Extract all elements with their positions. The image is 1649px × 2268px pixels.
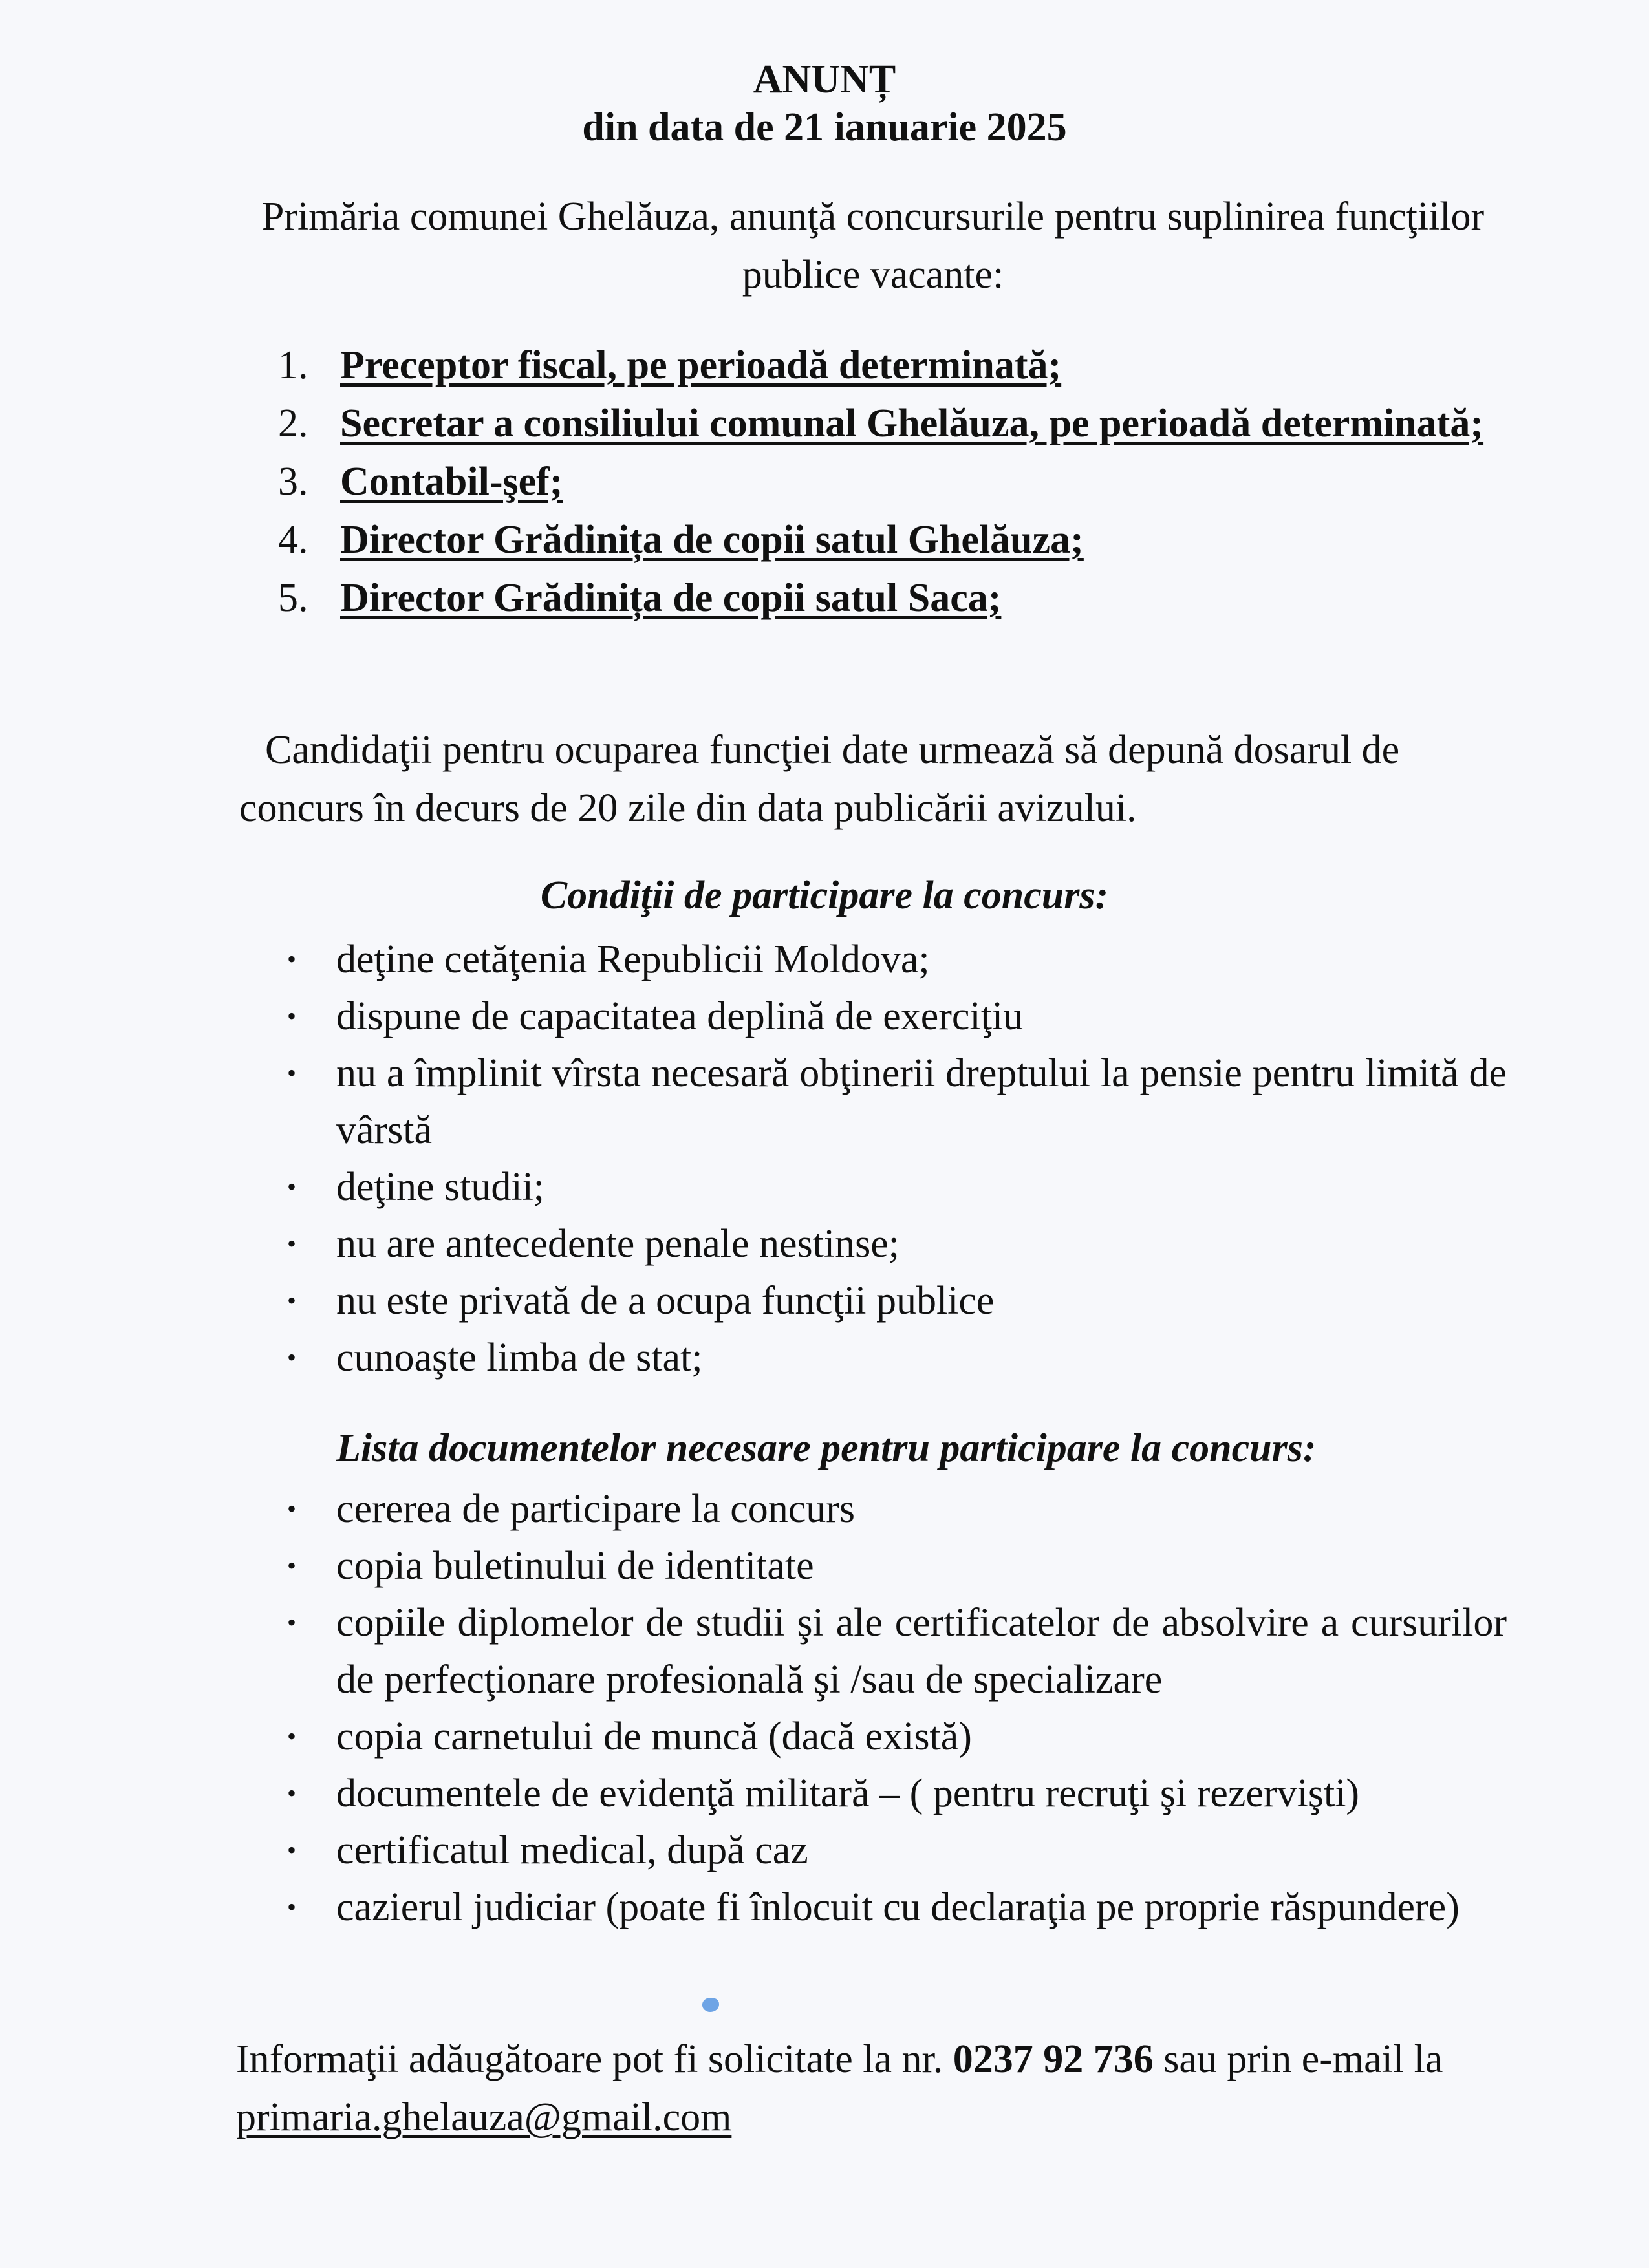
condition-item: • deţine cetăţenia Republicii Moldova;	[278, 931, 1507, 988]
contact-middle: sau prin e-mail la	[1153, 2037, 1443, 2081]
position-number: 1.	[278, 343, 308, 387]
position-number: 4.	[278, 518, 308, 562]
condition-item: • cunoaşte limba de stat;	[278, 1329, 1507, 1386]
position-title: Director Grădinița de copii satul Saca;	[340, 576, 1002, 620]
bullet-icon: •	[287, 1608, 297, 1637]
document-item: • documentele de evidenţă militară – ( pentru recruţi şi rezervişti)	[278, 1765, 1507, 1822]
documents-heading: Lista documentelor necesare pentru participare la concurs:	[336, 1426, 1317, 1470]
document-item: • certificatul medical, după caz	[278, 1822, 1507, 1879]
conditions-list	[278, 931, 1507, 1386]
contact-phone: 0237 92 736	[953, 2037, 1154, 2081]
condition-item: • nu a împlinit vîrsta necesară obţinerii dreptului la pensie pentru limită de vârstă	[278, 1045, 1507, 1159]
contact-paragraph	[236, 2030, 1503, 2146]
position-title: Contabil-şef;	[340, 460, 563, 504]
submission-paragraph: Candidaţii pentru ocuparea funcţiei date urmează să depună dosarul de concurs în decurs de 20 zile din data publicării avizului.	[239, 728, 1400, 830]
document-item: • copia buletinului de identitate	[278, 1537, 1507, 1594]
condition-item: • nu are antecedente penale nestinse;	[278, 1215, 1507, 1272]
document-item: • copia carnetului de muncă (dacă există)	[278, 1708, 1507, 1765]
bullet-icon: •	[287, 1551, 297, 1580]
document-item: • cererea de participare la concurs	[278, 1481, 1507, 1537]
bullet-icon: •	[287, 1058, 297, 1087]
condition-item: • nu este privată de a ocupa funcţii publice	[278, 1272, 1507, 1329]
position-item	[278, 336, 1507, 394]
conditions-heading: Condiţii de participare la concurs:	[540, 873, 1109, 917]
contact-email-link[interactable]: primaria.ghelauza@gmail.com	[236, 2095, 732, 2139]
contact-prefix: Informaţii adăugătoare pot fi solicitate la nr.	[236, 2037, 953, 2081]
bullet-icon: •	[287, 1722, 297, 1751]
position-title: Preceptor fiscal, pe perioadă determinată;	[340, 343, 1062, 387]
bullet-icon: •	[287, 1779, 297, 1808]
bullet-icon: •	[287, 1286, 297, 1315]
bullet-icon: •	[287, 1001, 297, 1031]
bullet-icon: •	[287, 1343, 297, 1372]
intro-paragraph: Primăria comunei Ghelăuza, anunţă concursurile pentru suplinirea funcţiilor publice vacante:	[261, 195, 1485, 297]
position-number: 2.	[278, 401, 308, 445]
vacant-positions-list	[278, 336, 1507, 627]
condition-item: • deţine studii;	[278, 1159, 1507, 1215]
bullet-icon: •	[287, 1229, 297, 1258]
documents-list	[278, 1481, 1507, 1936]
position-number: 5.	[278, 576, 308, 620]
position-item	[278, 453, 1507, 511]
position-title: Director Grădinița de copii satul Ghelăuza;	[340, 518, 1084, 562]
position-item	[278, 394, 1507, 453]
position-title: Secretar a consiliului comunal Ghelăuza, pe perioadă determinată;	[340, 401, 1484, 445]
ink-spot	[702, 1998, 719, 2012]
position-item	[278, 569, 1507, 627]
document-title: ANUNȚ	[753, 58, 896, 102]
bullet-icon: •	[287, 1892, 297, 1921]
bullet-icon: •	[287, 1494, 297, 1523]
document-item: • cazierul judiciar (poate fi înlocuit cu declaraţia pe proprie răspundere)	[278, 1879, 1507, 1936]
bullet-icon: •	[287, 1172, 297, 1201]
bullet-icon: •	[287, 1835, 297, 1865]
document-date: din data de 21 ianuarie 2025	[582, 105, 1067, 149]
position-number: 3.	[278, 460, 308, 504]
position-item	[278, 511, 1507, 569]
bullet-icon: •	[287, 945, 297, 974]
document-item: • copiile diplomelor de studii şi ale certificatelor de absolvire a cursurilor de perfecţionare profesională şi /sau de specializare	[278, 1594, 1507, 1708]
condition-item: • dispune de capacitatea deplină de exerciţiu	[278, 988, 1507, 1045]
